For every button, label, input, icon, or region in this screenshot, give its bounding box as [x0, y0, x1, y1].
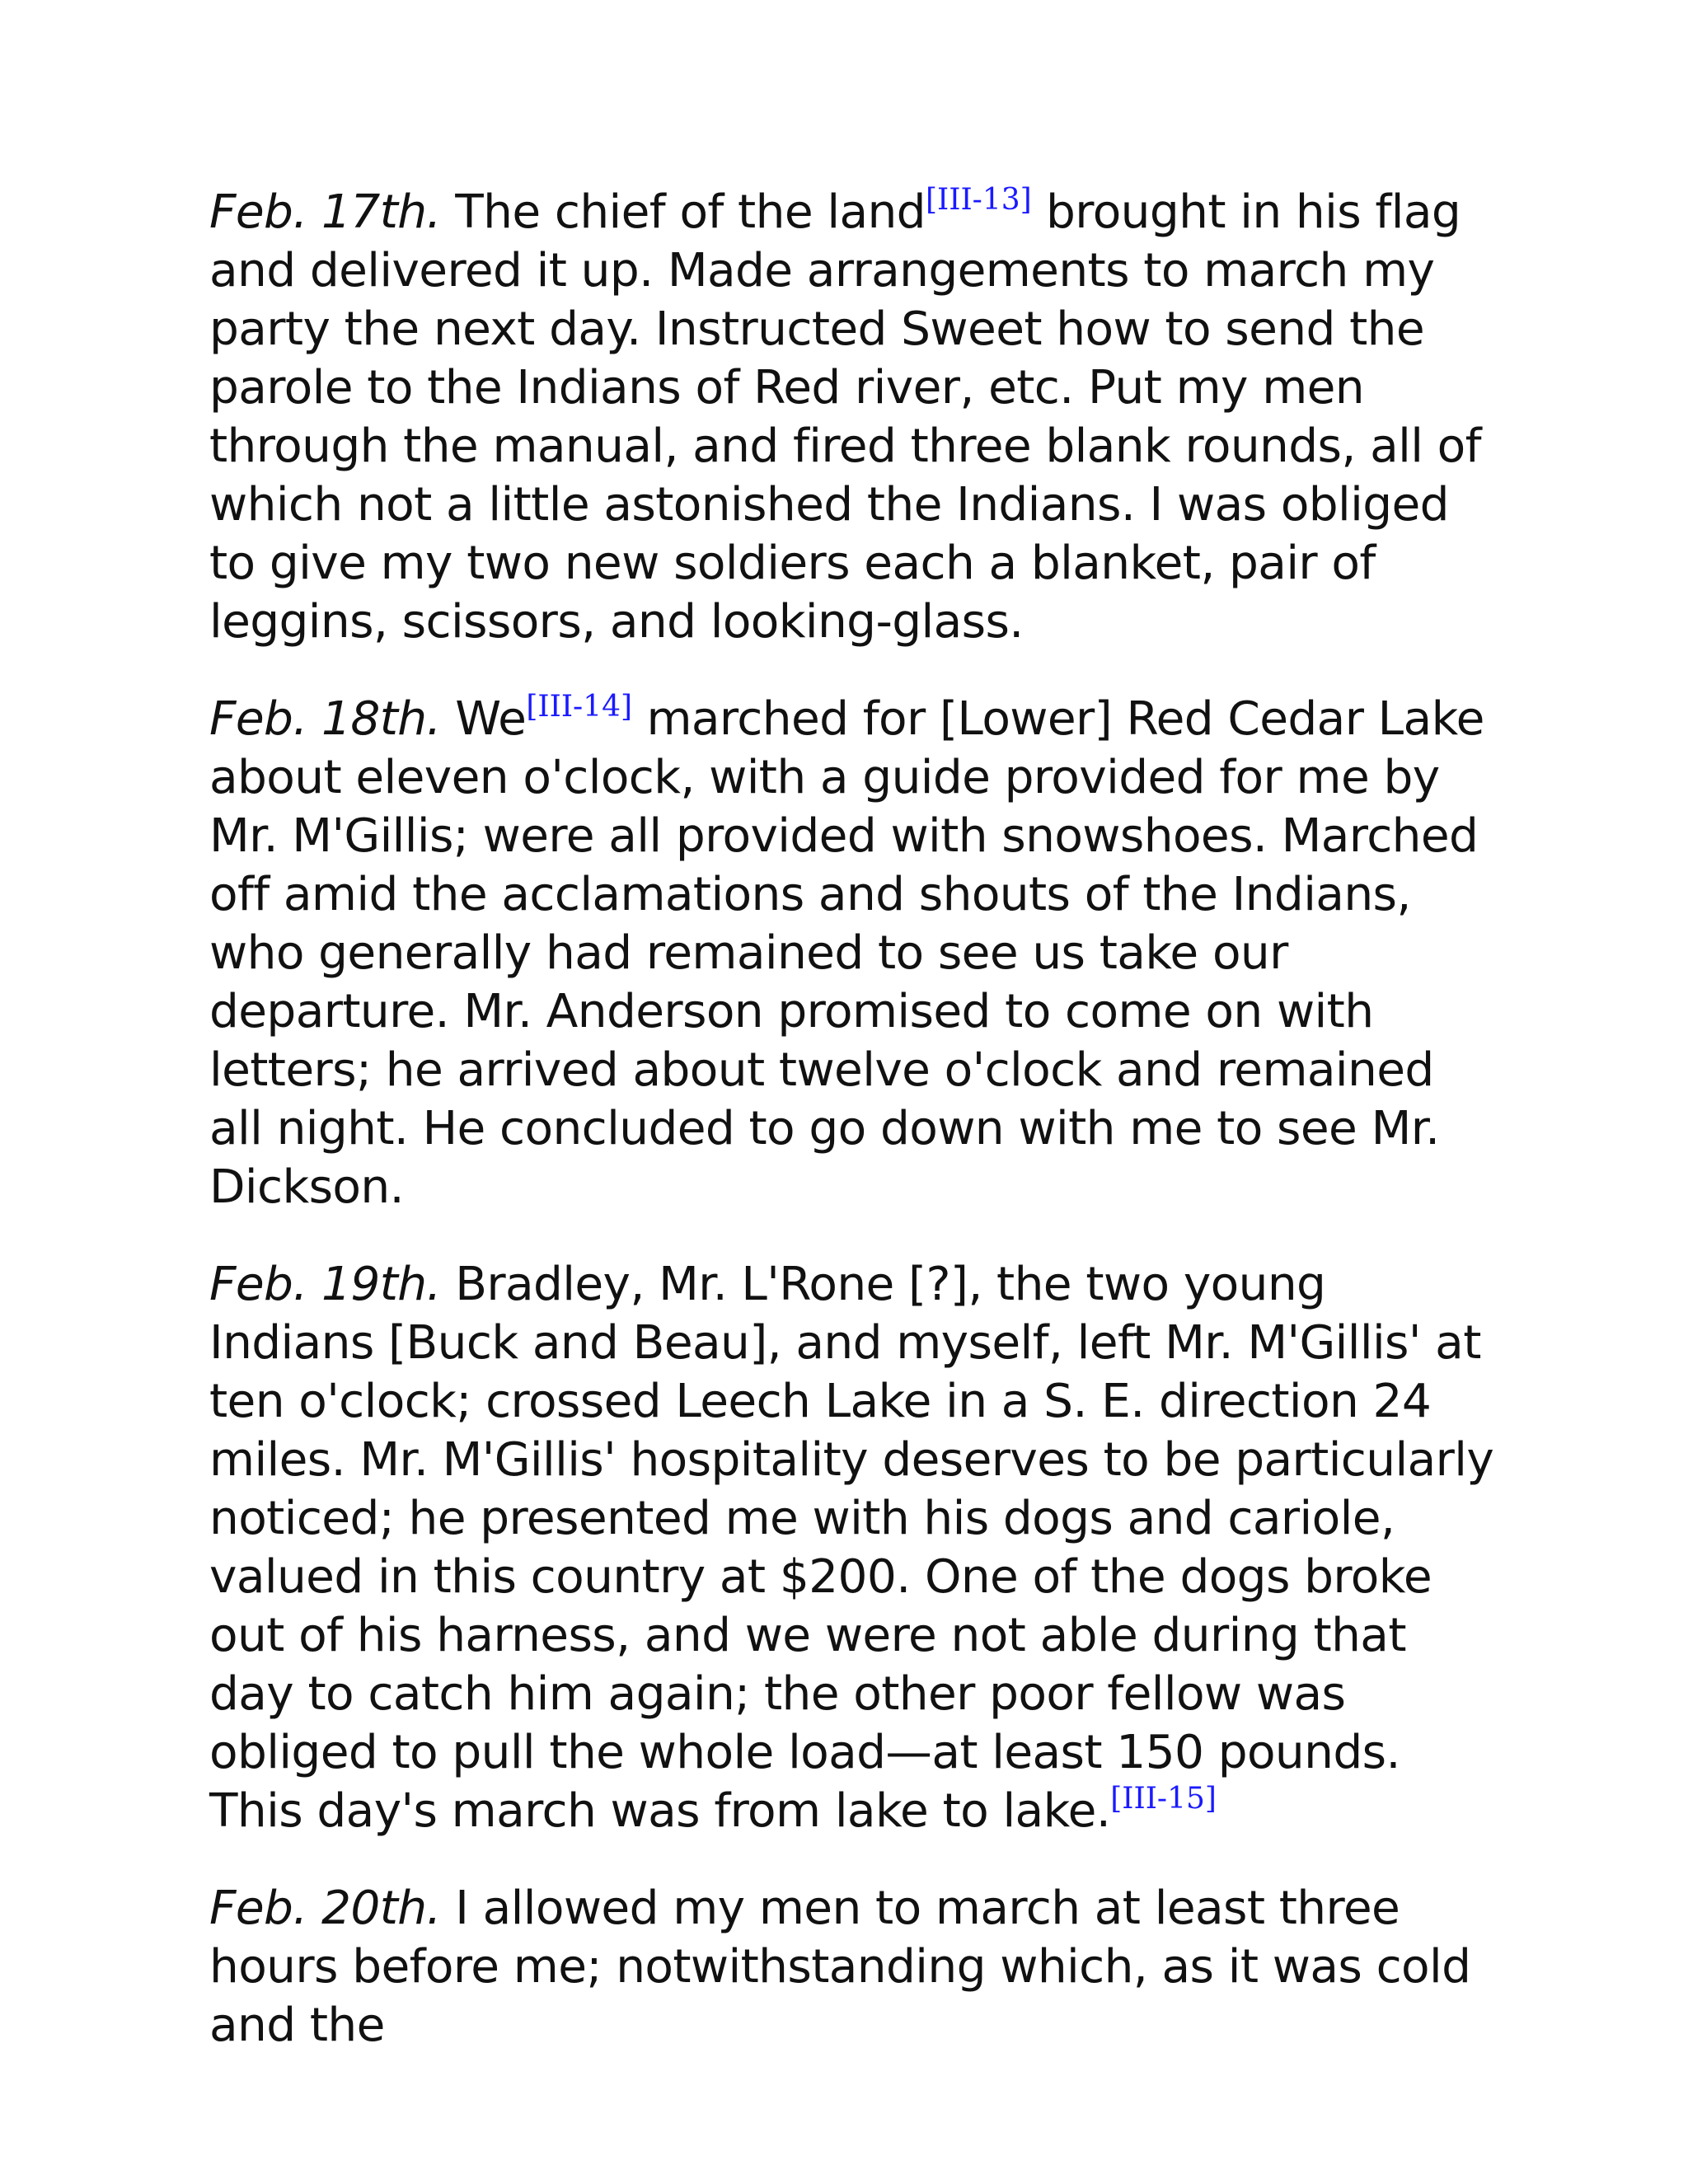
entry-date: Feb. 18th.: [209, 692, 441, 746]
entry-date: Feb. 19th.: [209, 1258, 441, 1311]
document-page: [209, 183, 1495, 2093]
entry-date: Feb. 20th.: [209, 1882, 441, 1935]
entry-text: brought in his flag and delivered it up. Made arrangements to march my party the next day. Instructed Sweet how to send the parole to the Indians of Red river, etc. Put my men through the manual, and fired three blank rounds, all of which not a little astonished the Indians. I was obliged to give my two new soldiers each a blanket, pair of leggins, scissors, and looking-glass.: [209, 185, 1481, 649]
diary-entry-feb-19: [209, 1255, 1495, 1840]
footnote-link[interactable]: [III-14]: [526, 690, 633, 724]
entry-text: Bradley, Mr. L'Rone [?], the two young Indians [Buck and Beau], and myself, left Mr. M'Gillis' at ten o'clock; crossed Leech Lake in a S. E. direction 24 miles. Mr. M'Gillis' hospitality deserves to be particularly noticed; he presented me with his dogs and cariole, valued in this country at $200. One of the dogs broke out of his harness, and we were not able during that day to catch him again; the other poor fellow was obliged to pull the whole load—at least 150 pounds. This day's march was from lake to lake.: [209, 1258, 1494, 1838]
footnote-link[interactable]: [III-13]: [925, 183, 1032, 217]
footnote-link[interactable]: [III-15]: [1110, 1782, 1217, 1816]
diary-entry-feb-18: [209, 690, 1495, 1216]
entry-text: I allowed my men to march at least three hours before me; notwithstanding which, as it was cold and the: [209, 1882, 1471, 2052]
entry-text: We: [440, 692, 527, 746]
entry-date: Feb. 17th.: [209, 185, 441, 239]
entry-text: The chief of the land: [440, 185, 926, 239]
entry-text: marched for [Lower] Red Cedar Lake about eleven o'clock, with a guide provided for me by Mr. M'Gillis; were all provided with snowshoes. Marched off amid the acclamations and shouts of the Indians, who generally had remained to see us take our departure. Mr. Anderson promised to come on with letters; he arrived about twelve o'clock and remained all night. He concluded to go down with me to see Mr. Dickson.: [209, 692, 1484, 1214]
diary-entry-feb-20: [209, 1879, 1495, 2055]
diary-entry-feb-17: [209, 183, 1495, 651]
